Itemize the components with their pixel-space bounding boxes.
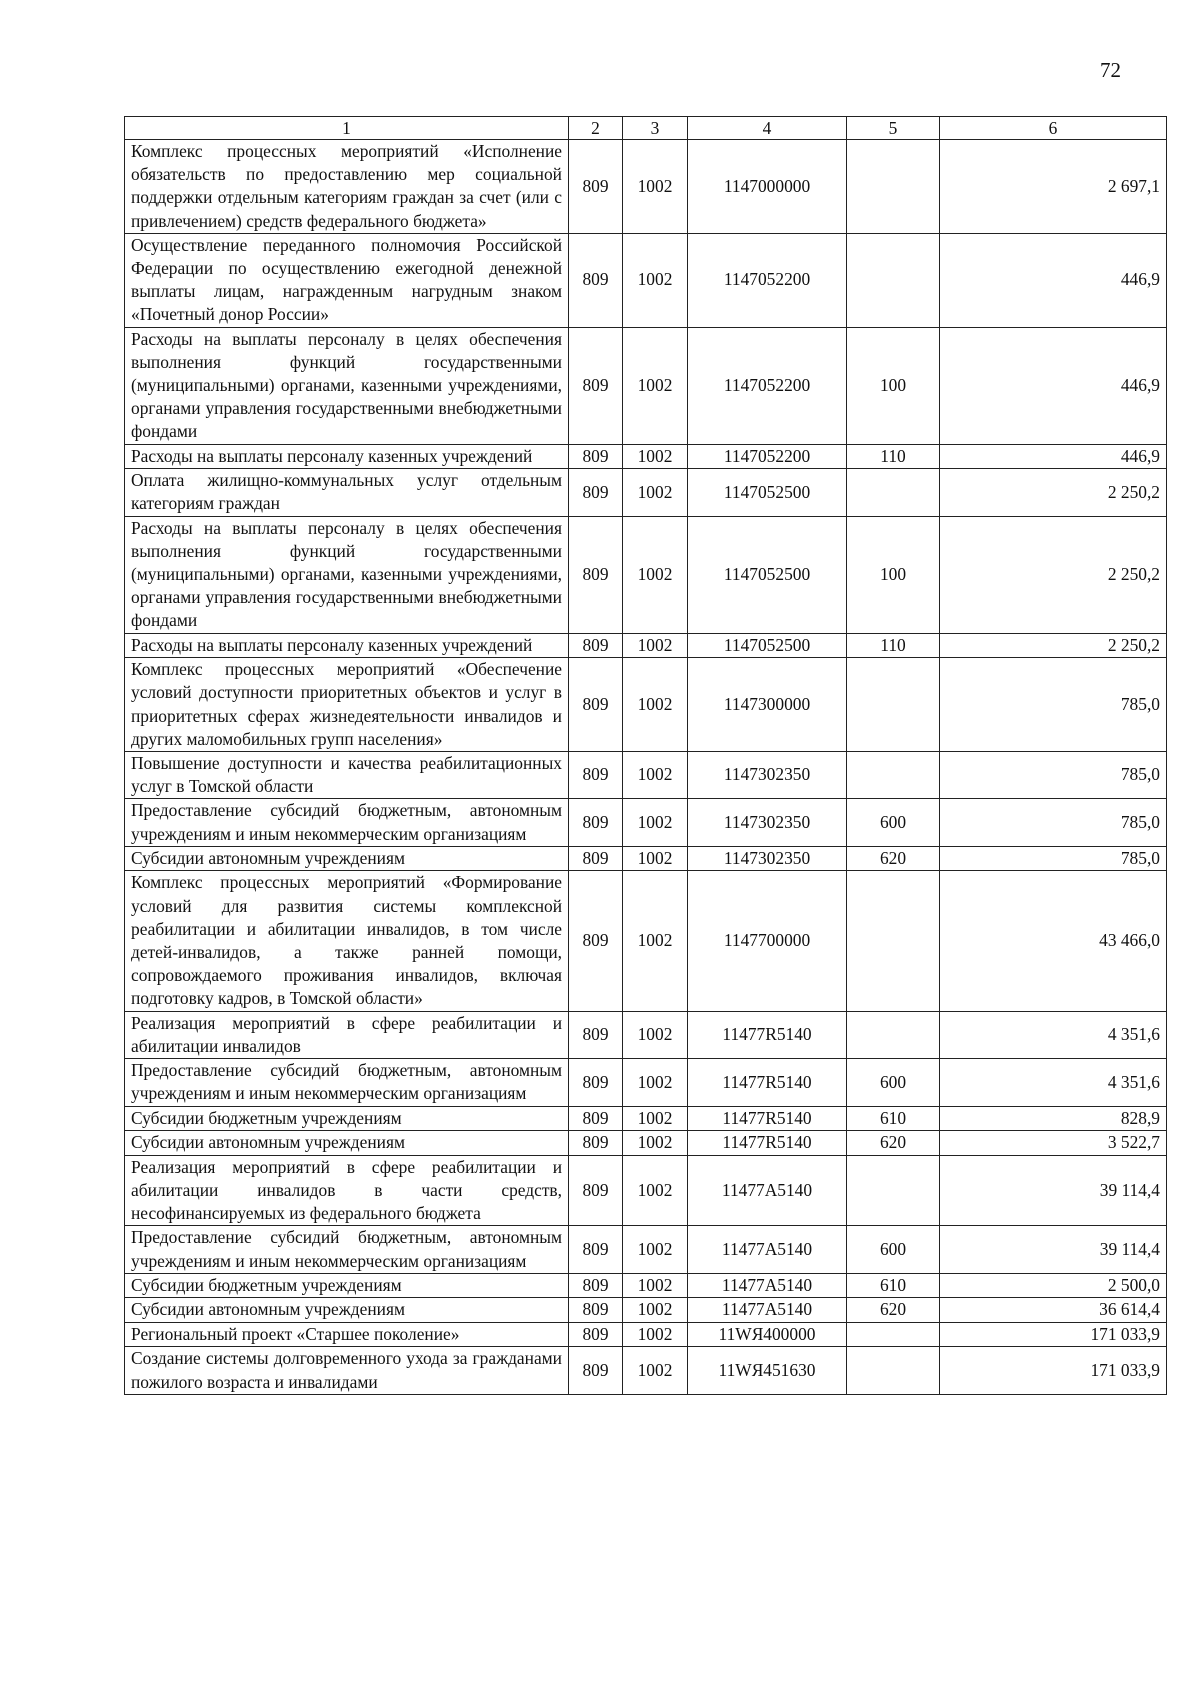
row-expense-type-code — [847, 1347, 940, 1394]
row-amount: 171 033,9 — [940, 1347, 1167, 1394]
row-section-code: 1002 — [623, 1298, 688, 1323]
row-ministry-code: 809 — [569, 658, 623, 752]
table-row — [125, 1011, 1167, 1058]
row-target-article-code: 11477A5140 — [688, 1298, 847, 1323]
row-amount: 446,9 — [940, 233, 1167, 327]
table-row — [125, 1059, 1167, 1106]
row-ministry-code: 809 — [569, 871, 623, 1011]
row-section-code: 1002 — [623, 327, 688, 444]
row-section-code: 1002 — [623, 233, 688, 327]
row-amount: 36 614,4 — [940, 1298, 1167, 1323]
row-target-article-code: 1147052200 — [688, 233, 847, 327]
row-amount: 39 114,4 — [940, 1155, 1167, 1226]
row-section-code: 1002 — [623, 1106, 688, 1131]
row-ministry-code: 809 — [569, 516, 623, 633]
row-section-code: 1002 — [623, 1347, 688, 1394]
row-ministry-code: 809 — [569, 1011, 623, 1058]
table-row — [125, 1298, 1167, 1323]
row-ministry-code: 809 — [569, 1347, 623, 1394]
row-target-article-code: 1147302350 — [688, 846, 847, 871]
row-expense-type-code: 610 — [847, 1106, 940, 1131]
row-amount: 2 250,2 — [940, 516, 1167, 633]
row-description: Субсидии автономным учреждениям — [125, 1298, 569, 1323]
row-amount: 2 250,2 — [940, 633, 1167, 658]
row-amount: 43 466,0 — [940, 871, 1167, 1011]
budget-table — [124, 116, 1167, 1395]
row-section-code: 1002 — [623, 752, 688, 799]
row-expense-type-code: 100 — [847, 327, 940, 444]
row-ministry-code: 809 — [569, 327, 623, 444]
row-ministry-code: 809 — [569, 752, 623, 799]
row-description: Региональный проект «Старшее поколение» — [125, 1322, 569, 1347]
row-section-code: 1002 — [623, 1155, 688, 1226]
row-target-article-code: 11477A5140 — [688, 1273, 847, 1298]
row-ministry-code: 809 — [569, 469, 623, 516]
row-ministry-code: 809 — [569, 1273, 623, 1298]
row-description: Предоставление субсидий бюджетным, автономным учреждениям и иным некоммерческим организациям — [125, 1226, 569, 1273]
row-amount: 785,0 — [940, 752, 1167, 799]
row-description: Расходы на выплаты персоналу казенных учреждений — [125, 444, 569, 469]
row-target-article-code: 1147700000 — [688, 871, 847, 1011]
row-expense-type-code: 620 — [847, 1131, 940, 1156]
row-target-article-code: 1147052500 — [688, 469, 847, 516]
header-col-5: 5 — [847, 117, 940, 140]
row-expense-type-code — [847, 233, 940, 327]
row-expense-type-code — [847, 1011, 940, 1058]
row-expense-type-code — [847, 752, 940, 799]
row-expense-type-code: 620 — [847, 846, 940, 871]
row-description: Реализация мероприятий в сфере реабилитации и абилитации инвалидов — [125, 1011, 569, 1058]
row-amount: 785,0 — [940, 846, 1167, 871]
row-description: Реализация мероприятий в сфере реабилитации и абилитации инвалидов в части средств, несофинансируемых из федерального бюджета — [125, 1155, 569, 1226]
header-col-1: 1 — [125, 117, 569, 140]
row-ministry-code: 809 — [569, 233, 623, 327]
row-target-article-code: 11477R5140 — [688, 1059, 847, 1106]
table-row — [125, 1131, 1167, 1156]
row-amount: 171 033,9 — [940, 1322, 1167, 1347]
row-section-code: 1002 — [623, 1226, 688, 1273]
row-target-article-code: 11477A5140 — [688, 1226, 847, 1273]
row-target-article-code: 1147052200 — [688, 444, 847, 469]
table-row — [125, 752, 1167, 799]
row-target-article-code: 11WЯ451630 — [688, 1347, 847, 1394]
row-section-code: 1002 — [623, 140, 688, 234]
table-row — [125, 846, 1167, 871]
row-ministry-code: 809 — [569, 1155, 623, 1226]
row-target-article-code: 1147052200 — [688, 327, 847, 444]
table-row — [125, 633, 1167, 658]
row-amount: 2 500,0 — [940, 1273, 1167, 1298]
row-description: Субсидии бюджетным учреждениям — [125, 1106, 569, 1131]
row-section-code: 1002 — [623, 658, 688, 752]
table-row — [125, 1273, 1167, 1298]
row-amount: 2 250,2 — [940, 469, 1167, 516]
row-section-code: 1002 — [623, 1059, 688, 1106]
row-ministry-code: 809 — [569, 444, 623, 469]
row-description: Расходы на выплаты персоналу казенных учреждений — [125, 633, 569, 658]
row-expense-type-code — [847, 1322, 940, 1347]
table-row — [125, 469, 1167, 516]
row-expense-type-code: 110 — [847, 633, 940, 658]
row-description: Субсидии автономным учреждениям — [125, 846, 569, 871]
row-amount: 785,0 — [940, 799, 1167, 846]
row-ministry-code: 809 — [569, 1226, 623, 1273]
row-expense-type-code: 600 — [847, 799, 940, 846]
row-ministry-code: 809 — [569, 1106, 623, 1131]
row-amount: 446,9 — [940, 444, 1167, 469]
table-row — [125, 233, 1167, 327]
row-target-article-code: 1147000000 — [688, 140, 847, 234]
row-target-article-code: 11477R5140 — [688, 1106, 847, 1131]
row-amount: 4 351,6 — [940, 1059, 1167, 1106]
row-section-code: 1002 — [623, 799, 688, 846]
page-number: 72 — [1100, 58, 1121, 82]
row-amount: 446,9 — [940, 327, 1167, 444]
table-row — [125, 1347, 1167, 1394]
row-section-code: 1002 — [623, 871, 688, 1011]
row-description: Предоставление субсидий бюджетным, автономным учреждениям и иным некоммерческим организациям — [125, 799, 569, 846]
row-section-code: 1002 — [623, 1273, 688, 1298]
table-row — [125, 516, 1167, 633]
row-ministry-code: 809 — [569, 1131, 623, 1156]
row-target-article-code: 1147302350 — [688, 752, 847, 799]
table-row — [125, 1322, 1167, 1347]
row-target-article-code: 11WЯ400000 — [688, 1322, 847, 1347]
row-section-code: 1002 — [623, 469, 688, 516]
table-row — [125, 658, 1167, 752]
header-col-4: 4 — [688, 117, 847, 140]
row-section-code: 1002 — [623, 633, 688, 658]
row-expense-type-code — [847, 658, 940, 752]
table-row — [125, 444, 1167, 469]
row-expense-type-code: 620 — [847, 1298, 940, 1323]
row-description: Расходы на выплаты персоналу в целях обеспечения выполнения функций государственными (муниципальными) органами, казенными учреждениями, органами управления государственными внебюджетными фондами — [125, 327, 569, 444]
row-description: Субсидии бюджетным учреждениям — [125, 1273, 569, 1298]
row-target-article-code: 11477A5140 — [688, 1155, 847, 1226]
table-header-row — [125, 117, 1167, 140]
row-section-code: 1002 — [623, 1322, 688, 1347]
row-ministry-code: 809 — [569, 633, 623, 658]
row-ministry-code: 809 — [569, 1298, 623, 1323]
row-ministry-code: 809 — [569, 846, 623, 871]
row-expense-type-code — [847, 871, 940, 1011]
row-description: Комплекс процессных мероприятий «Обеспечение условий доступности приоритетных объектов и услуг в приоритетных сферах жизнедеятельности инвалидов и других маломобильных групп населения» — [125, 658, 569, 752]
row-section-code: 1002 — [623, 846, 688, 871]
table-row — [125, 140, 1167, 234]
row-amount: 2 697,1 — [940, 140, 1167, 234]
row-ministry-code: 809 — [569, 1059, 623, 1106]
row-description: Комплекс процессных мероприятий «Исполнение обязательств по предоставлению мер социальной поддержки отдельным категориям граждан за счет (или с привлечением) средств федерального бюджета» — [125, 140, 569, 234]
row-section-code: 1002 — [623, 1011, 688, 1058]
row-expense-type-code — [847, 1155, 940, 1226]
row-target-article-code: 1147052500 — [688, 516, 847, 633]
row-expense-type-code: 100 — [847, 516, 940, 633]
table-row — [125, 1106, 1167, 1131]
row-description: Комплекс процессных мероприятий «Формирование условий для развития системы комплексной реабилитации и абилитации инвалидов, в том числе детей-инвалидов, а также ранней помощи, сопровождаемого проживания инвалидов, включая подготовку кадров, в Томской области» — [125, 871, 569, 1011]
row-target-article-code: 1147052500 — [688, 633, 847, 658]
row-description: Субсидии автономным учреждениям — [125, 1131, 569, 1156]
row-description: Осуществление переданного полномочия Российской Федерации по осуществлению ежегодной денежной выплаты лицам, награжденным нагрудным знаком «Почетный донор России» — [125, 233, 569, 327]
table-row — [125, 799, 1167, 846]
table-row — [125, 1155, 1167, 1226]
row-amount: 3 522,7 — [940, 1131, 1167, 1156]
row-expense-type-code: 110 — [847, 444, 940, 469]
row-description: Предоставление субсидий бюджетным, автономным учреждениям и иным некоммерческим организациям — [125, 1059, 569, 1106]
header-col-3: 3 — [623, 117, 688, 140]
row-section-code: 1002 — [623, 516, 688, 633]
row-expense-type-code: 600 — [847, 1226, 940, 1273]
row-target-article-code: 1147300000 — [688, 658, 847, 752]
table-body — [125, 140, 1167, 1395]
row-amount: 4 351,6 — [940, 1011, 1167, 1058]
row-amount: 828,9 — [940, 1106, 1167, 1131]
row-expense-type-code — [847, 140, 940, 234]
table-row — [125, 1226, 1167, 1273]
row-target-article-code: 11477R5140 — [688, 1131, 847, 1156]
header-col-2: 2 — [569, 117, 623, 140]
row-amount: 785,0 — [940, 658, 1167, 752]
table-row — [125, 327, 1167, 444]
row-amount: 39 114,4 — [940, 1226, 1167, 1273]
row-expense-type-code: 610 — [847, 1273, 940, 1298]
table-row — [125, 871, 1167, 1011]
row-section-code: 1002 — [623, 1131, 688, 1156]
row-expense-type-code: 600 — [847, 1059, 940, 1106]
row-expense-type-code — [847, 469, 940, 516]
row-ministry-code: 809 — [569, 140, 623, 234]
row-ministry-code: 809 — [569, 799, 623, 846]
row-description: Оплата жилищно-коммунальных услуг отдельным категориям граждан — [125, 469, 569, 516]
row-description: Расходы на выплаты персоналу в целях обеспечения выполнения функций государственными (муниципальными) органами, казенными учреждениями, органами управления государственными внебюджетными фондами — [125, 516, 569, 633]
row-section-code: 1002 — [623, 444, 688, 469]
row-description: Повышение доступности и качества реабилитационных услуг в Томской области — [125, 752, 569, 799]
row-ministry-code: 809 — [569, 1322, 623, 1347]
header-col-6: 6 — [940, 117, 1167, 140]
row-description: Создание системы долговременного ухода за гражданами пожилого возраста и инвалидами — [125, 1347, 569, 1394]
row-target-article-code: 1147302350 — [688, 799, 847, 846]
row-target-article-code: 11477R5140 — [688, 1011, 847, 1058]
